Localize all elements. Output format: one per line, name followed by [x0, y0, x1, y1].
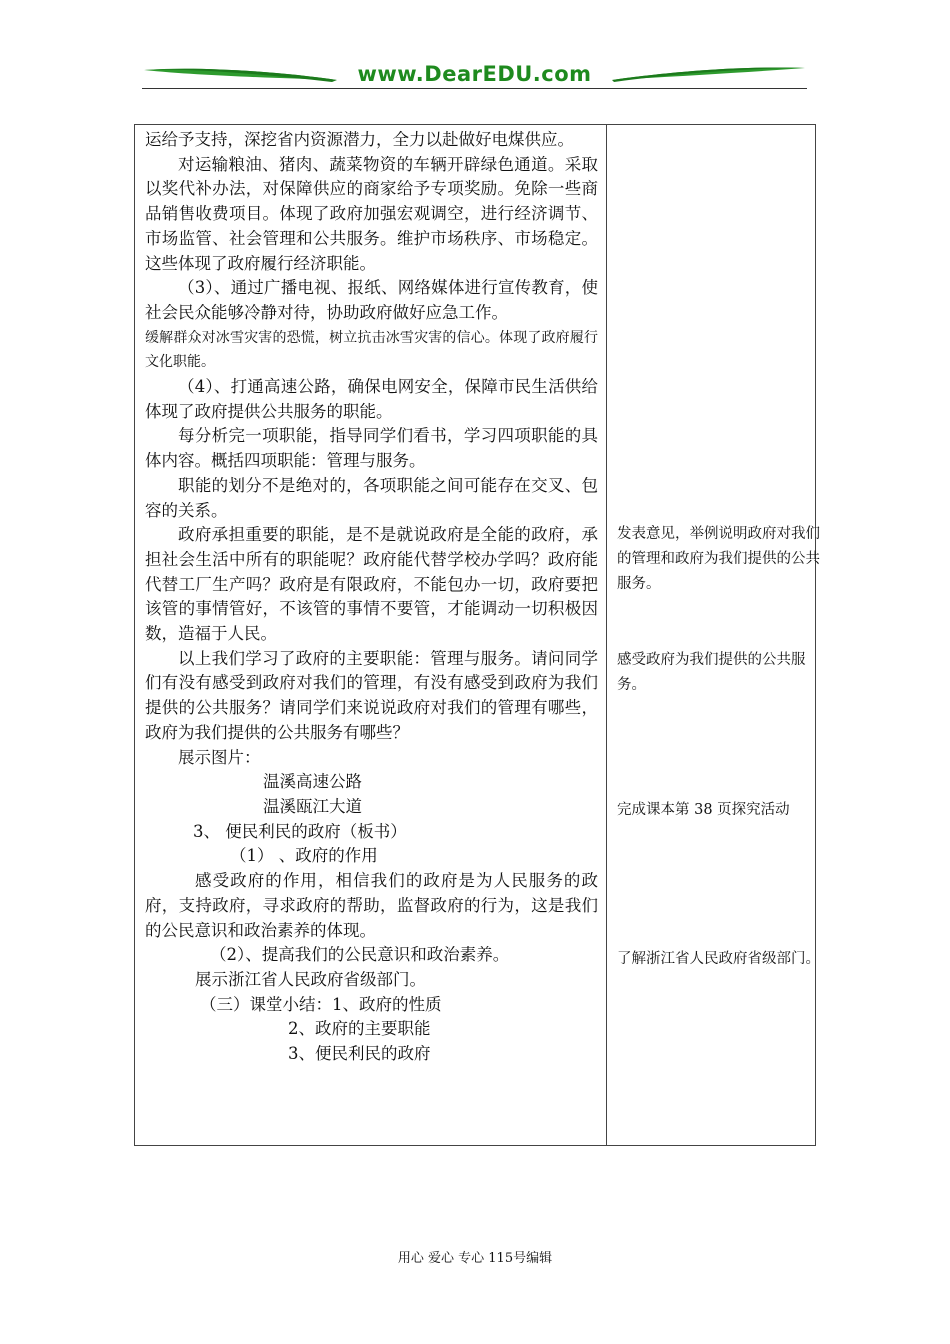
paragraph: （4）、打通高速公路，确保电网安全，保障市民生活供给体现了政府提供公共服务的职能。	[145, 377, 598, 421]
summary-line: 2、政府的主要职能	[288, 1019, 431, 1039]
activity-note: 了解浙江省人民政府省级部门。	[617, 951, 820, 967]
image-caption: 温溪瓯江大道	[263, 796, 362, 816]
paragraph: 展示图片：	[178, 747, 261, 767]
section-heading: 3、 便民利民的政府（板书）	[193, 821, 407, 841]
activity-note: 感受政府为我们提供的公共服务。	[617, 652, 806, 693]
activity-note: 完成课本第 38 页探究活动	[617, 802, 790, 818]
paragraph: 缓解群众对冰雪灾害的恐慌，树立抗击冰雪灾害的信心。体现了政府履行文化职能。	[145, 329, 598, 371]
summary-line: （三）课堂小结：1、政府的性质	[200, 994, 442, 1014]
image-caption: 温溪高速公路	[263, 772, 362, 792]
summary-line: 3、便民利民的政府	[288, 1044, 431, 1064]
paragraph: 政府承担重要的职能，是不是就说政府是全能的政府，承担社会生活中所有的职能呢？政府能代替学校办学吗？政府能代替工厂生产吗？政府是有限政府，不能包办一切，政府要把该管的事情管好，不该管的事情不要管，才能调动一切积极因数，造福于人民。	[145, 525, 598, 644]
subsection-heading: （2）、提高我们的公民意识和政治素养。	[210, 945, 510, 965]
lesson-table	[134, 124, 820, 1146]
subsection-heading: （1） 、政府的作用	[230, 846, 378, 866]
paragraph: 以上我们学习了政府的主要职能：管理与服务。请问同学们有没有感受到政府对我们的管理，有没有感受到政府为我们提供的公共服务？请同学们来说说政府对我们的管理有哪些，政府为我们提供的公共服务有哪些？	[145, 648, 598, 742]
page-footer: 用心 爱心 专心 115号编辑	[397, 1251, 553, 1266]
paragraph: 感受政府的作用，相信我们的政府是为人民服务的政府，支持政府，寻求政府的帮助，监督政府的行为，这是我们的公民意识和政治素养的体现。	[145, 871, 598, 940]
header-rule	[142, 88, 807, 89]
paragraph: 每分析完一项职能，指导同学们看书，学习四项职能的具体内容。概括四项职能：管理与服务。	[145, 426, 598, 471]
paragraph: 展示浙江省人民政府省级部门。	[195, 969, 426, 989]
paragraph: （3）、通过广播电视、报纸、网络媒体进行宣传教育，使社会民众能够冷静对待，协助政府做好应急工作。	[145, 278, 598, 322]
paragraph: 职能的划分不是绝对的，各项职能之间可能存在交叉、包容的关系。	[145, 475, 598, 520]
paragraph: 运给予支持，深挖省内资源潜力，全力以赴做好电煤供应。	[145, 130, 574, 149]
site-brand[interactable]: www.DearEDU.com	[357, 62, 592, 86]
student-activity-cell	[607, 125, 820, 1146]
paragraph: 对运输粮油、猪肉、蔬菜物资的车辆开辟绿色通道。采取以奖代补办法，对保障供应的商家给予专项奖励。免除一些商品销售收费项目。体现了政府加强宏观调空，进行经济调节、市场监管、社会管理和公共服务。维护市场秩序、市场稳定。这些体现了政府履行经济职能。	[145, 154, 598, 273]
activity-note: 发表意见，举例说明政府对我们的管理和政府为我们提供的公共服务。	[617, 526, 820, 592]
teaching-content-cell	[135, 125, 607, 1146]
